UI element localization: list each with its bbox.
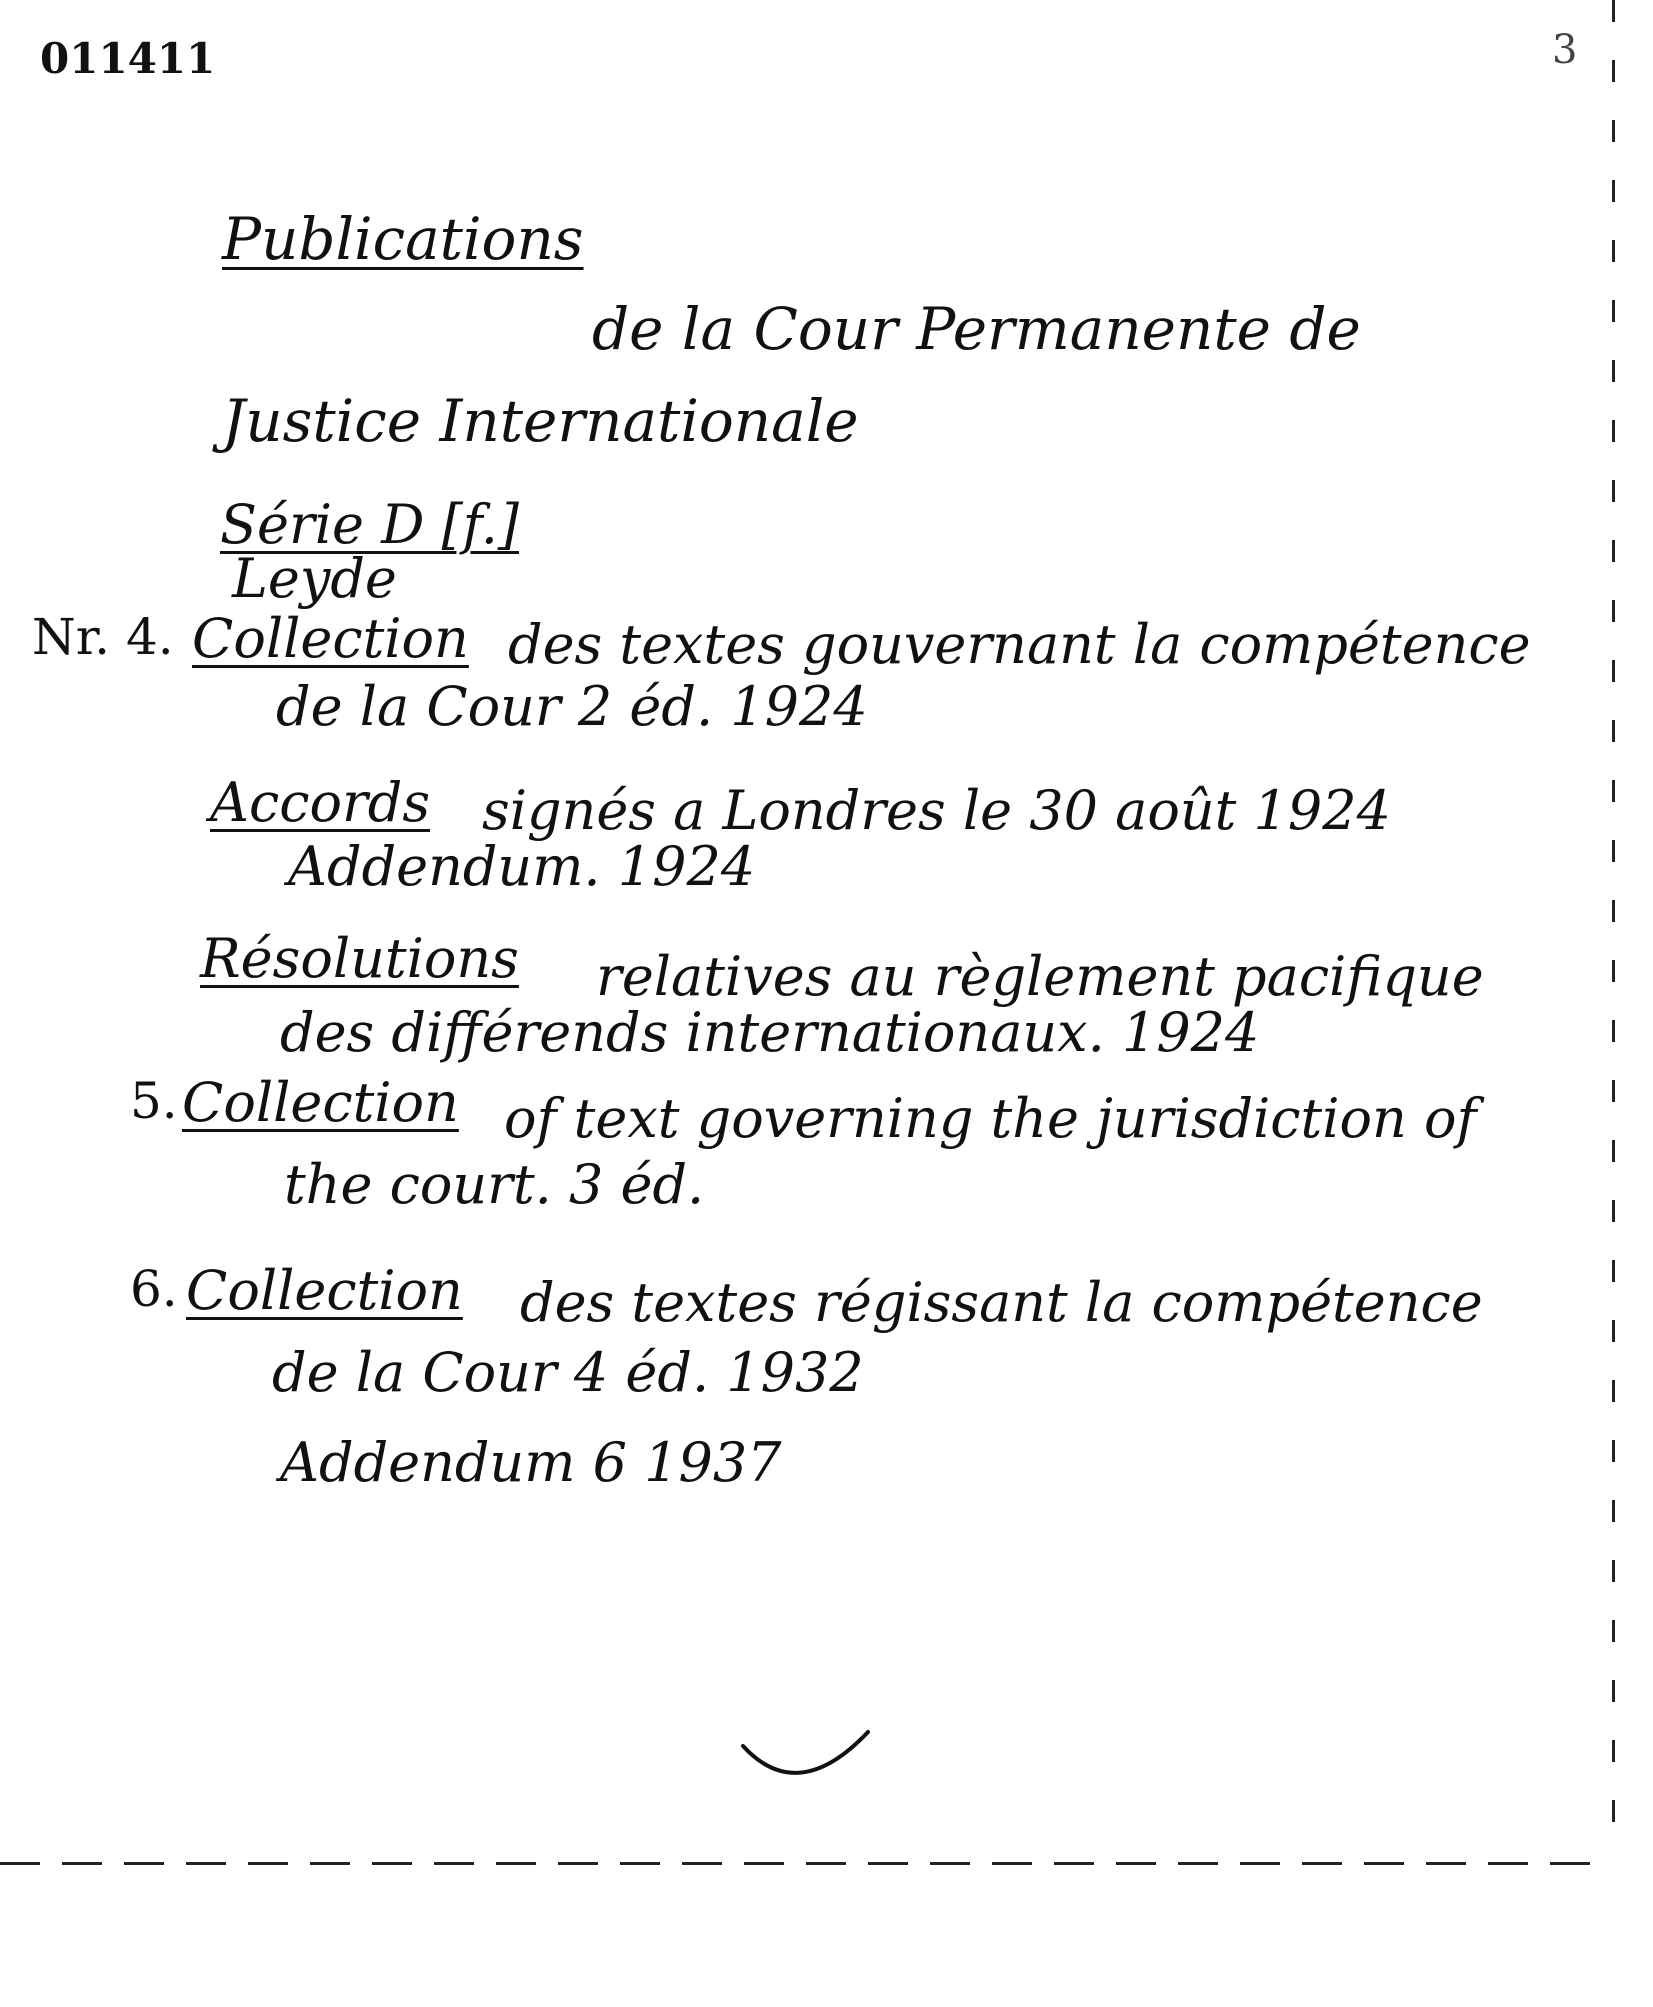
entry-text-line: signés a Londres le 30 août 1924 [482, 779, 1391, 842]
entry-keyword: Collection [192, 607, 469, 670]
entry-text-line: des textes régissant la compétence [520, 1271, 1483, 1334]
entry-keyword: Collection [182, 1071, 459, 1134]
entry-text-line: de la Cour 2 éd. 1924 [276, 675, 868, 738]
entry-keyword: Accords [210, 771, 431, 834]
heading-line-1: de la Cour Permanente de [592, 295, 1361, 363]
entry-number: 6. [130, 1260, 178, 1318]
entry-keyword: Résolutions [200, 927, 519, 990]
card-right-edge [1612, 0, 1615, 1860]
page-number: 3 [1552, 27, 1578, 73]
curve-mark [738, 1726, 878, 1796]
heading-publications: Publications [222, 205, 584, 273]
entry-text-line: relatives au règlement pacifique [596, 945, 1484, 1008]
card-bottom-edge [0, 1862, 1612, 1865]
entry-text-line: the court. 3 éd. [284, 1153, 705, 1216]
series-label: Série D [f.] [220, 493, 519, 556]
entry-text-line: des différends internationaux. 1924 [280, 1001, 1260, 1064]
entry-text-line: des textes gouvernant la compétence [508, 613, 1531, 676]
entry-text-line: of text governing the jurisdiction of [504, 1087, 1477, 1150]
entry-keyword: Collection [186, 1259, 463, 1322]
document-id-number: 011411 [40, 34, 216, 83]
entry-text-line: Addendum 6 1937 [280, 1431, 782, 1494]
entry-text-line: de la Cour 4 éd. 1932 [272, 1341, 864, 1404]
entry-number: 5. [130, 1072, 178, 1130]
entry-text-line: Addendum. 1924 [288, 835, 756, 898]
place-label: Leyde [232, 547, 397, 610]
heading-line-2: Justice Internationale [222, 387, 859, 455]
entry-number: Nr. 4. [32, 608, 174, 666]
